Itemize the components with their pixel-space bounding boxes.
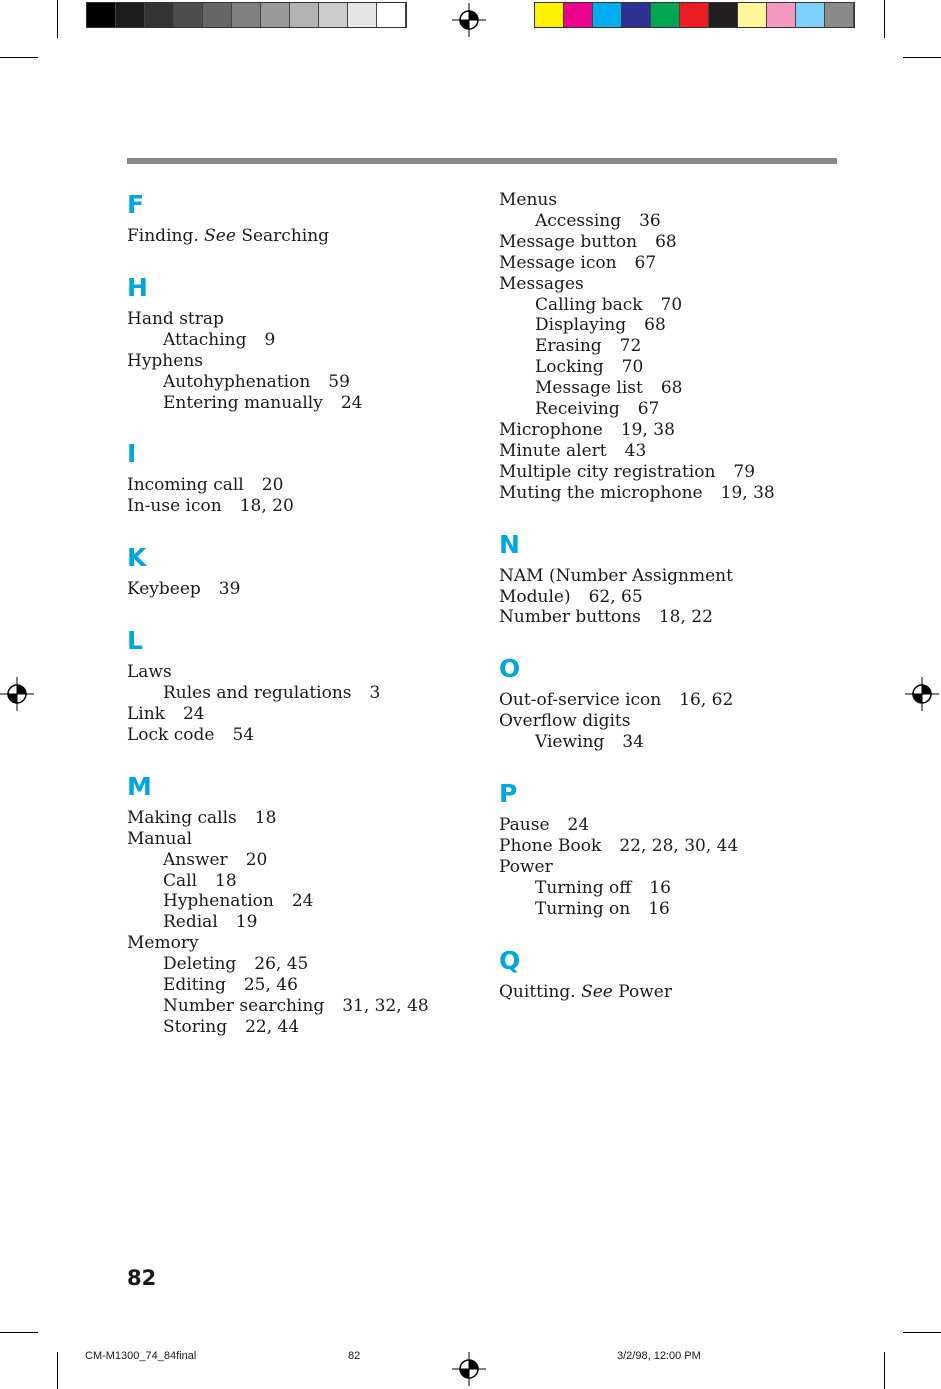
entry-term: Phone Book <box>499 835 602 856</box>
crop-mark-top-right-h <box>903 57 941 58</box>
entry-term: Menus <box>499 190 558 210</box>
index-subentry <box>499 336 839 357</box>
crop-mark-top-left-v <box>57 0 58 38</box>
gray-swatch <box>348 3 377 27</box>
index-subentry <box>499 211 839 232</box>
entry-page-numbers: 22, 28, 30, 44 <box>619 835 739 856</box>
color-swatch <box>738 3 767 27</box>
entry-term: Turning off <box>535 877 632 898</box>
crop-mark-bottom-right-h <box>903 1332 941 1333</box>
page-number: 82 <box>127 1266 157 1290</box>
entry-term: Messages <box>499 273 584 294</box>
entry-page-numbers: 19 <box>235 912 258 933</box>
crop-mark-bottom-left-v <box>57 1352 58 1389</box>
entry-page-numbers: 31, 32, 48 <box>342 995 429 1016</box>
index-subentry <box>127 1017 467 1038</box>
entry-page-numbers: 9 <box>264 329 276 350</box>
section-gap <box>499 504 839 530</box>
entry-term: Multiple city registration <box>499 461 716 482</box>
color-swatch <box>535 3 564 27</box>
index-entry <box>127 351 467 372</box>
entry-term: In-use icon <box>127 496 222 517</box>
index-entry <box>499 232 839 253</box>
entry-term: Accessing <box>535 210 622 231</box>
header-rule <box>127 158 837 164</box>
gray-swatch <box>377 3 406 27</box>
entry-term: Storing <box>163 1016 228 1037</box>
entry-term: Overflow digits <box>499 711 631 732</box>
color-swatch <box>825 3 854 27</box>
index-entry <box>127 226 467 247</box>
index-letter-heading: I <box>127 439 137 469</box>
index-entry <box>499 690 839 711</box>
entry-page-numbers: 16 <box>649 877 671 898</box>
entry-term: Making calls <box>127 807 237 828</box>
entry-term: Link <box>127 703 165 724</box>
entry-term: Incoming call <box>127 475 244 496</box>
entry-term: Hand strap <box>127 308 224 329</box>
gray-swatch <box>145 3 174 27</box>
index-subentry <box>499 399 839 420</box>
color-swatch <box>564 3 593 27</box>
gray-swatch <box>232 3 261 27</box>
index-subentry <box>127 372 467 393</box>
index-letter-heading: P <box>499 779 518 809</box>
entry-term: Receiving <box>535 399 620 420</box>
gray-swatch <box>261 3 290 27</box>
entry-page-numbers: 18, 22 <box>658 607 713 628</box>
index-column-right <box>499 190 839 1002</box>
entry-term: Message list <box>535 378 643 399</box>
index-entry <box>499 587 839 608</box>
color-swatch <box>622 3 651 27</box>
index-subentry <box>127 954 467 975</box>
index-subentry <box>499 378 839 399</box>
gray-swatch <box>203 3 232 27</box>
index-subentry <box>127 683 467 704</box>
index-entry <box>499 566 839 587</box>
gray-swatch <box>319 3 348 27</box>
registration-target-icon <box>452 3 486 37</box>
entry-page-numbers: 24 <box>340 392 363 413</box>
entry-term: Redial <box>163 912 218 933</box>
gray-swatch <box>116 3 145 27</box>
entry-page-numbers: 54 <box>232 724 255 745</box>
entry-term: Entering manually <box>163 392 323 413</box>
index-subentry <box>127 891 467 912</box>
index-letter-heading: Q <box>499 945 521 975</box>
entry-term: Manual <box>127 828 193 849</box>
index-letter-heading: L <box>127 626 143 656</box>
see-reference-target: Searching <box>241 226 330 246</box>
entry-term: Module) <box>499 586 571 607</box>
color-swatch <box>593 3 622 27</box>
entry-term: NAM (Number Assignment <box>499 565 733 586</box>
index-entry <box>499 836 839 857</box>
entry-page-numbers: 25, 46 <box>243 975 298 996</box>
entry-term: Power <box>499 856 553 877</box>
entry-page-numbers: 26, 45 <box>254 954 309 975</box>
entry-term: Attaching <box>163 329 247 350</box>
index-entry <box>127 475 467 496</box>
index-entry <box>499 274 839 295</box>
entry-page-numbers: 68 <box>644 315 666 336</box>
entry-page-numbers: 59 <box>328 371 350 392</box>
entry-page-numbers: 24 <box>567 815 590 836</box>
index-subentry <box>127 871 467 892</box>
index-subentry <box>127 996 467 1017</box>
entry-term: Message button <box>499 231 638 252</box>
entry-term: Lock code <box>127 724 215 745</box>
color-swatch <box>767 3 796 27</box>
entry-page-numbers: 16, 62 <box>679 690 734 711</box>
color-swatch <box>680 3 709 27</box>
index-entry <box>127 933 467 954</box>
entry-term: Locking <box>535 357 604 378</box>
see-reference-label: See <box>581 981 613 1002</box>
entry-page-numbers: 16 <box>648 898 670 919</box>
entry-page-numbers: 18 <box>215 870 237 891</box>
entry-page-numbers: 62, 65 <box>588 586 643 607</box>
entry-term: Erasing <box>535 336 602 357</box>
entry-page-numbers: 18 <box>254 807 277 828</box>
entry-term: Deleting <box>163 954 237 975</box>
entry-page-numbers: 19, 38 <box>720 482 775 503</box>
gray-swatch <box>290 3 319 27</box>
index-entry <box>127 496 467 517</box>
entry-term: Microphone <box>499 419 603 440</box>
entry-term: Keybeep <box>127 579 201 600</box>
index-entry <box>499 483 839 504</box>
index-subentry <box>499 295 839 316</box>
slug-filename: CM-M1300_74_84final <box>85 1350 197 1362</box>
section-gap <box>127 746 467 772</box>
entry-term: Viewing <box>535 732 605 753</box>
crop-mark-top-left-h <box>0 57 38 58</box>
entry-term: Turning on <box>535 898 631 919</box>
gray-swatch <box>87 3 116 27</box>
entry-page-numbers: 19, 38 <box>620 419 675 440</box>
grayscale-bar <box>86 2 407 28</box>
index-column-left <box>127 190 467 1038</box>
index-entry <box>499 441 839 462</box>
slug-date: 3/2/98, 12:00 PM <box>617 1350 701 1362</box>
entry-page-numbers: 34 <box>622 732 644 753</box>
entry-page-numbers: 72 <box>619 336 642 357</box>
entry-page-numbers: 22, 44 <box>245 1016 300 1037</box>
index-entry <box>127 829 467 850</box>
color-swatch <box>796 3 825 27</box>
index-entry <box>127 579 467 600</box>
index-entry <box>499 190 839 211</box>
index-letter-heading: O <box>499 654 521 684</box>
entry-term: Memory <box>127 933 199 954</box>
registration-target-icon <box>0 677 34 711</box>
section-gap <box>499 628 839 654</box>
entry-page-numbers: 18, 20 <box>239 496 294 517</box>
entry-term: Pause <box>499 815 550 836</box>
index-subentry <box>127 393 467 414</box>
index-subentry <box>127 850 467 871</box>
entry-page-numbers: 24 <box>182 703 205 724</box>
index-entry <box>499 815 839 836</box>
index-entry <box>127 662 467 683</box>
entry-page-numbers: 79 <box>733 461 756 482</box>
entry-page-numbers: 68 <box>655 231 677 252</box>
entry-page-numbers: 39 <box>218 579 241 600</box>
index-entry <box>499 982 839 1003</box>
entry-term: Hyphenation <box>163 891 274 912</box>
entry-page-numbers: 20 <box>245 849 268 870</box>
section-gap <box>127 413 467 439</box>
section-gap <box>127 247 467 273</box>
entry-page-numbers: 36 <box>639 210 661 231</box>
entry-term: Number buttons <box>499 607 641 628</box>
entry-term: Laws <box>127 662 172 683</box>
entry-page-numbers: 67 <box>634 252 657 273</box>
entry-page-numbers: 67 <box>637 399 660 420</box>
section-gap <box>127 600 467 626</box>
index-subentry <box>499 899 839 920</box>
entry-term: Message icon <box>499 252 617 273</box>
entry-term: Call <box>163 870 198 891</box>
index-subentry <box>499 732 839 753</box>
entry-term: Quitting. <box>499 981 576 1002</box>
crop-mark-bottom-right-v <box>884 1352 885 1389</box>
entry-term: Finding. <box>127 226 199 246</box>
gray-swatch <box>174 3 203 27</box>
entry-page-numbers: 43 <box>624 440 647 461</box>
index-entry <box>127 808 467 829</box>
entry-term: Displaying <box>535 315 627 336</box>
entry-term: Hyphens <box>127 350 203 371</box>
entry-page-numbers: 3 <box>369 683 381 704</box>
entry-term: Minute alert <box>499 440 607 461</box>
entry-page-numbers: 70 <box>660 294 683 315</box>
index-entry <box>127 704 467 725</box>
index-entry <box>499 462 839 483</box>
index-entry <box>499 857 839 878</box>
entry-term: Out-of-service icon <box>499 690 662 711</box>
index-subentry <box>127 912 467 933</box>
index-letter-heading: H <box>127 272 148 302</box>
index-entry <box>499 420 839 441</box>
index-letter-heading: F <box>127 190 145 219</box>
entry-page-numbers: 24 <box>291 891 314 912</box>
entry-term: Editing <box>163 975 226 996</box>
section-gap <box>499 753 839 779</box>
entry-term: Rules and regulations <box>163 683 352 704</box>
entry-term: Calling back <box>535 294 643 315</box>
crop-mark-top-right-v <box>884 0 885 38</box>
crop-mark-bottom-left-h <box>0 1332 38 1333</box>
index-subentry <box>127 330 467 351</box>
entry-page-numbers: 70 <box>621 357 644 378</box>
index-letter-heading: N <box>499 529 520 559</box>
index-subentry <box>499 315 839 336</box>
registration-target-icon <box>905 677 939 711</box>
entry-term: Number searching <box>163 995 325 1016</box>
index-subentry <box>499 878 839 899</box>
see-reference-target: Power <box>618 981 672 1002</box>
index-entry <box>499 253 839 274</box>
index-letter-heading: M <box>127 771 152 801</box>
section-gap <box>127 517 467 543</box>
index-subentry <box>127 975 467 996</box>
entry-page-numbers: 68 <box>660 378 683 399</box>
index-entry <box>127 309 467 330</box>
entry-term: Answer <box>163 849 228 870</box>
color-swatch <box>651 3 680 27</box>
color-swatch <box>709 3 738 27</box>
color-bar <box>534 2 855 28</box>
index-entry <box>499 607 839 628</box>
index-subentry <box>499 357 839 378</box>
index-entry <box>499 711 839 732</box>
entry-page-numbers: 20 <box>261 475 284 496</box>
entry-term: Muting the microphone <box>499 482 703 503</box>
slug-page: 82 <box>348 1350 361 1362</box>
see-reference-label: See <box>204 226 236 246</box>
index-letter-heading: K <box>127 543 147 573</box>
entry-term: Autohyphenation <box>163 371 311 392</box>
index-entry <box>127 725 467 746</box>
section-gap <box>499 920 839 946</box>
registration-target-icon <box>452 1352 486 1386</box>
